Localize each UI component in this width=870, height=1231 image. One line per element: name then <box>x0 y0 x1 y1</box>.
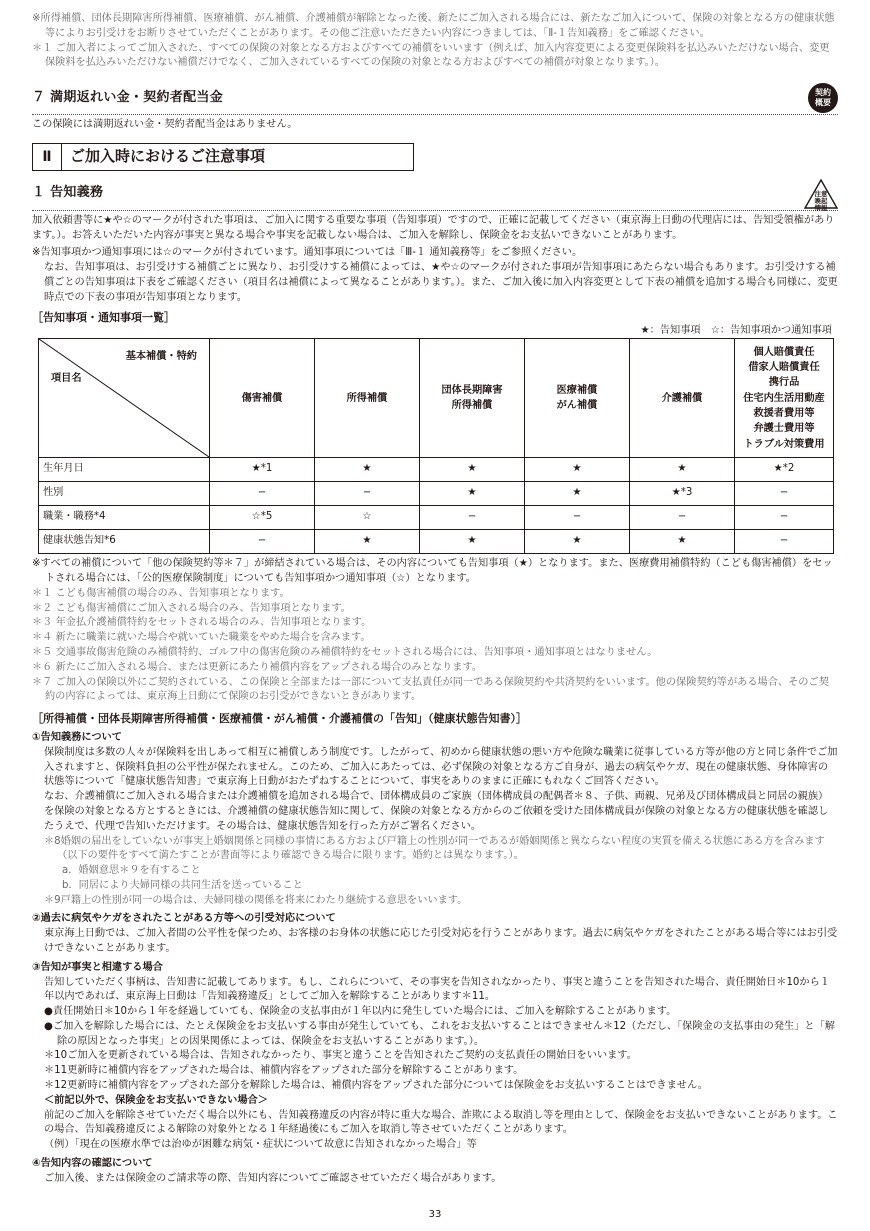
notification-table <box>38 338 834 554</box>
column-header: 個人賠償責任 借家人賠償責任 携行品 住宅内生活用動産 救援者費用等 弁護士費用等 トラブル対策費用 <box>735 339 834 458</box>
s1-note-9: ＊9戸籍上の性別が同一の場合は、夫婦同様の関係を将来にわたり継続する意思をいいます。 <box>44 894 468 906</box>
divider <box>32 114 838 115</box>
page-number: 33 <box>428 1209 442 1220</box>
section1-para-3: なお、告知事項は、お引受けする補償ごとに異なり、お引受けする補償によっては、★や☆のマークが付された事項が告知事項にあたらない場合もあります。お引受けする補償ごとの告知事項は下表をご確認ください（項目名は補償によって異なることがあります。）。また、ご加入後に加入内容変更として下表の補償を追加する場合も同様に、変更時点での下表の事項が告知事項となります。 <box>44 262 838 303</box>
table-cell: ★ <box>315 530 420 554</box>
s3-note-10: ＊10ご加入を更新されている場合は、告知されなかったり、事実と違うことを告知されたご契約の支払責任の開始日をいいます。 <box>44 1050 637 1062</box>
table-footnotes <box>32 587 838 705</box>
s3-bullet-1: ●責任開始日＊10から１年を経過していても、保険金の支払事由が１年以内に発生していた場合には、ご加入を解除することがあります。 <box>44 1006 677 1018</box>
s3-note-11: ＊11更新時に補償内容をアップされた場合は、補償内容をアップされた部分を解除することがあります。 <box>44 1065 524 1077</box>
section1-header <box>32 179 838 212</box>
table-cell: ★ <box>525 458 630 482</box>
contract-summary-badge <box>808 83 838 113</box>
top-note-2: ＊１ ご加入者によってご加入された、すべての保険の対象となる方およびすべての補償をいいます（例えば、加入内容変更による変更保険料を払込みいただけない場合、変更保険料を払込みいただけない補償だけでなく、ご加入されているすべての保険の対象となる方およびすべての補償が対象となります。）。 <box>32 42 830 69</box>
table-heading: ［告知事項・通知事項一覧］ <box>32 310 175 324</box>
caution-info-badge-text: 注意喚起情報 <box>814 189 828 212</box>
table-cell: − <box>735 482 834 506</box>
column-header: 医療補償 がん補償 <box>525 339 630 458</box>
s3-sub-title: ＜前記以外で、保険金をお支払いできない場合＞ <box>44 1094 268 1106</box>
table-cell: ☆ <box>315 506 420 530</box>
table-cell: − <box>630 506 735 530</box>
table-footnote: ＊６ 新たにご加入される場合、または更新にあたり補償内容をアップされる場合のみとなります。 <box>32 661 482 673</box>
column-header: 介護補償 <box>630 339 735 458</box>
table-cell: ★*3 <box>630 482 735 506</box>
table-note-main: ※すべての補償について「他の保険契約等＊７」が締結されている場合は、その内容についても告知事項（★）となります。また、医療費用補償特約（こども傷害補償）をセットされる場合には、「公的医療保険制度」についても告知事項かつ通知事項（☆）となります。 <box>32 558 833 585</box>
table-row <box>39 506 834 530</box>
section1-para-2: ※告知事項かつ通知事項には☆のマークが付されています。通知事項については「Ⅲ-１ 通知義務等」をご参照ください。 <box>32 247 583 259</box>
table-cell: ★ <box>630 530 735 554</box>
chapter-heading <box>32 143 414 171</box>
table-cell: ★ <box>630 458 735 482</box>
section7-header <box>32 83 838 113</box>
row-label: 職業・職務*4 <box>39 506 210 530</box>
table-cell: − <box>735 506 834 530</box>
s1-item-b: b．同居により夫婦同様の共同生活を送っていること <box>62 879 303 891</box>
table-row <box>39 482 834 506</box>
section7-body: この保険には満期返れい金・契約者配当金はありません。 <box>32 119 298 131</box>
table-row <box>39 530 834 554</box>
table-cell: − <box>735 530 834 554</box>
table-header-row <box>39 339 834 458</box>
s3-note-12: ＊12更新時に補償内容をアップされた部分を解除した場合は、補償内容をアップされた部分については保険金をお支払いすることはできません。 <box>44 1080 708 1092</box>
table-cell: ★ <box>420 482 525 506</box>
section1-title: １ 告知義務 <box>32 185 104 201</box>
contract-summary-badge-text: 契約概要 <box>815 88 831 108</box>
table-cell: ★ <box>525 482 630 506</box>
table-cell: ★ <box>315 458 420 482</box>
table-footnote: ＊５ 交通事故傷害危険のみ補償特約、ゴルフ中の傷害危険のみ補償特約をセットされる場合には、告知事項・通知事項とはなりません。 <box>32 647 658 658</box>
chapter-number: Ⅱ <box>33 144 62 170</box>
s1-title: ①告知義務について <box>32 732 122 744</box>
column-header: 所得補償 <box>315 339 420 458</box>
s2-title: ②過去に病気やケガをされたことがある方等への引受対応について <box>32 913 336 925</box>
table-cell: ★*1 <box>210 458 315 482</box>
table-row <box>39 458 834 482</box>
s4-para: ご加入後、または保険金のご請求等の際、告知内容についてご確認させていただく場合があります。 <box>44 1172 502 1184</box>
table-cell: − <box>210 530 315 554</box>
table-legend: ★：告知事項 ☆：告知事項かつ通知事項 <box>640 324 832 336</box>
s3-sub-para: 前記のご加入を解除させていただく場合以外にも、告知義務違反の内容が特に重大な場合、詐欺による取消し等を理由として、保険金をお支払いできないことがあります。この場合、告知義務違反による解除の対象外となる１年経過後にもご加入を取消し等させていただくことがあります。 <box>44 1109 838 1136</box>
chapter-title: ご加入時におけるご注意事項 <box>70 147 266 166</box>
table-footnote: ＊４ 新たに職業に就いた場合や就いていた職業をやめた場合を含みます。 <box>32 632 371 644</box>
column-header: 傷害補償 <box>210 339 315 458</box>
table-cell: ★ <box>420 458 525 482</box>
s1-notes <box>32 835 838 909</box>
table-cell: ☆*5 <box>210 506 315 530</box>
s3-title: ③告知が事実と相違する場合 <box>32 961 163 973</box>
section1-para-1: 加入依頼書等に★や☆のマークが付された事項は、ご加入に関する重要な事項（告知事項）ですので、正確に記載してください（東京海上日動の代理店には、告知受領権があります。）。お答えいただいた内容が事実と異なる場合や事実を記載しない場合は、ご加入を解除し、保険金をお支払いできないことがあります。 <box>32 214 835 241</box>
s4-title: ④告知内容の確認について <box>32 1157 153 1169</box>
s3-bullet-2: ●ご加入を解除した場合には、たとえ保険金をお支払いする事由が発生していても、これをお支払いすることはできません＊12（ただし、「保険金の支払事由の発生」と「解除の原因となった事実」との因果関係によっては、保険金をお支払いすることがあります。）。 <box>44 1020 835 1047</box>
s1-item-a: a．婚姻意思＊９を有すること <box>62 865 201 877</box>
page-content <box>32 12 838 1187</box>
caution-info-badge <box>804 179 838 212</box>
s3-para: 告知していただく事柄は、告知書に記載してあります。もし、これらについて、その事実を告知されなかったり、事実と違うことを告知された場合、責任開始日＊10から１年以内であれば、東京海上日動は「告知義務違反」としてご加入を解除することがあります＊11。 <box>44 976 830 1003</box>
row-label: 生年月日 <box>39 458 210 482</box>
table-cell: − <box>315 482 420 506</box>
table-cell: ★ <box>525 530 630 554</box>
divider <box>32 210 838 211</box>
table-footnote: ＊２ こども傷害補償にご加入される場合のみ、告知事項となります。 <box>32 602 351 614</box>
s2-para: 東京海上日動では、ご加入者間の公平性を保つため、お客様のお身体の状態に応じた引受対応を行うことがあります。過去に病気やケガをされたことがある場合等にはお引受けできないことがあります。 <box>44 928 838 954</box>
corner-cell <box>39 339 210 458</box>
table-cell: − <box>210 482 315 506</box>
column-header: 団体長期障害 所得補償 <box>420 339 525 458</box>
s1-note-8: ＊8婚姻の届出をしていないが事実上婚姻関係と同様の事情にある方および戸籍上の性別が同一であるが婚姻関係と異ならない程度の実質を備える状態にある方を含みます（以下の要件をすべて満たすことが書面等により確認できる場合に限ります。婚約とは異なります。）。 <box>44 835 825 862</box>
s1-para-1: 保険制度は多数の人々が保険料を出しあって相互に補償しあう制度です。したがって、初めから健康状態の悪い方や危険な職業に従事している方等が他の方と同じ条件でご加入されますと、保険料負担の公平性が保たれません。このため、ご加入にあたっては、必ず保険の対象となる方ご自身が、過去の病気やケガ、現在の健康状態、身体障害の状態等について「健康状態告知書」で東京海上日動がおたずねすることについて、事実をありのままに正確にもれなくご回答ください。 <box>44 746 838 788</box>
row-label: 健康状態告知*6 <box>39 530 210 554</box>
table-cell: − <box>420 506 525 530</box>
table-cell: − <box>525 506 630 530</box>
table-footnote: ＊３ 年金払介護補償特約をセットされる場合のみ、告知事項となります。 <box>32 617 372 629</box>
table-cell: ★ <box>420 530 525 554</box>
table-footnote: ＊７ ご加入の保険以外にご契約されている、この保険と全部または一部について支払責任が同一である保険契約や共済契約をいいます。他の保険契約等がある場合、そのご契約の内容によっては、東京海上日動にて保険のお引受ができないときがあります。 <box>32 676 829 703</box>
s3-example: （例）「現在の医療水準では治ゆが困難な病気・症状について故意に告知されなかった場合」等 <box>44 1139 477 1151</box>
row-label: 性別 <box>39 482 210 506</box>
table-footnote: ＊１ こども傷害補償の場合のみ、告知事項となります。 <box>32 587 290 599</box>
corner-top-label: 基本補償・特約 <box>125 351 197 363</box>
corner-bottom-label: 項目名 <box>51 373 82 385</box>
kokuchi-heading: ［所得補償・団体長期障害所得補償・医療補償・がん補償・介護補償の「告知」（健康状態告知書）］ <box>32 712 527 726</box>
s1-para-2: なお、介護補償にご加入される場合または介護補償を追加される場合で、団体構成員のご家族（団体構成員の配偶者＊８、子供、両親、兄弟及び団体構成員と同居の親族）を保険の対象となる方とするときには、介護補償の健康状態告知に関して、保険の対象となる方からのご依頼を受けた団体構成員が保険の対象となる方の健康状態を確認したうえで、代理で告知いただけます。その場合は、健康状態告知を行った方がご署名ください。 <box>44 791 829 832</box>
section7-title: ７ 満期返れい金・契約者配当金 <box>32 89 224 105</box>
table-cell: ★*2 <box>735 458 834 482</box>
top-note-1: ※所得補償、団体長期障害所得補償、医療補償、がん補償、介護補償が解除となった後、新たにご加入される場合には、新たなご加入について、保険の対象となる方の健康状態等によりお引受けをお断りさせていただくことがあります。その他ご注意いただきたい内容につきましては、「Ⅱ-１告知義務」をご確認ください。 <box>32 13 835 39</box>
